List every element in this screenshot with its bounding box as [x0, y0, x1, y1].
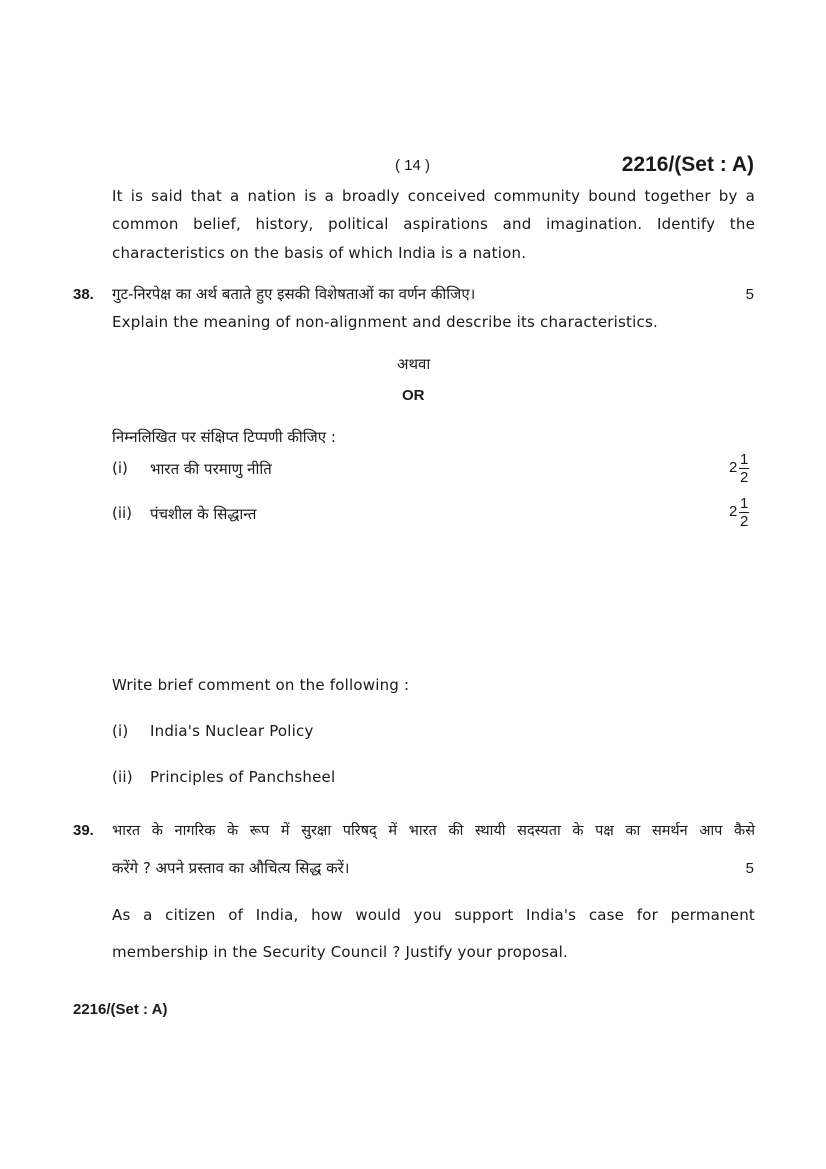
q38-hindi-text: गुट-निरपेक्ष का अर्थ बताते हुए इसकी विशेषताओं का वर्णन कीजिए। — [112, 285, 476, 303]
fraction-numerator: 1 — [740, 451, 749, 468]
question-number-38: 38. — [73, 286, 94, 303]
alt-hindi-item-marks-fraction — [739, 451, 749, 486]
q38-marks: 5 — [745, 286, 754, 303]
q37-english-line-1: It is said that a nation is a broadly conceived community bound together by a — [112, 187, 755, 205]
paper-code-footer: 2216/(Set : A) — [73, 1001, 168, 1018]
q39-english-line-2: membership in the Security Council ? Justify your proposal. — [112, 943, 569, 961]
alt-hindi-item-text: भारत की परमाणु नीति — [150, 460, 272, 478]
alt-hindi-item-marks-fraction — [739, 495, 749, 530]
fraction-denominator: 2 — [740, 513, 749, 530]
alt-english-item-text: India's Nuclear Policy — [150, 722, 314, 740]
q39-english-line-1: As a citizen of India, how would you support India's case for permanent — [112, 906, 755, 924]
fraction-numerator: 1 — [740, 495, 749, 512]
paper-code-header: 2216/(Set : A) — [621, 153, 754, 176]
q39-hindi-line-1: भारत के नागरिक के रूप में सुरक्षा परिषद् में भारत की स्थायी सदस्यता के पक्ष का समर्थन आप कैसे — [112, 823, 755, 839]
q37-english-line-3: characteristics on the basis of which India is a nation. — [112, 244, 527, 262]
alt-hindi-item-label: (ii) — [112, 504, 133, 522]
alt-hindi-item-marks-whole: 2 — [729, 503, 738, 520]
alt-english-item-text: Principles of Panchsheel — [150, 768, 336, 786]
or-english: OR — [402, 387, 425, 404]
q39-marks: 5 — [745, 860, 754, 877]
or-hindi: अथवा — [397, 355, 431, 373]
alt-hindi-item-marks-whole: 2 — [729, 459, 738, 476]
alt-hindi-item-text: पंचशील के सिद्धान्त — [150, 505, 257, 523]
question-number-39: 39. — [73, 822, 94, 839]
alt-english-intro: Write brief comment on the following : — [112, 676, 410, 694]
alt-hindi-intro: निम्नलिखित पर संक्षिप्त टिप्पणी कीजिए : — [112, 428, 336, 446]
q39-hindi-line-2: करेंगे ? अपने प्रस्ताव का औचित्य सिद्ध करें। — [112, 859, 350, 877]
alt-english-item-label: (ii) — [112, 768, 133, 786]
fraction-denominator: 2 — [740, 469, 749, 486]
q37-english-line-2: common belief, history, political aspirations and imagination. Identify the — [112, 215, 755, 233]
q38-english-text: Explain the meaning of non-alignment and describe its characteristics. — [112, 313, 658, 331]
alt-hindi-item-label: (i) — [112, 459, 128, 477]
alt-english-item-label: (i) — [112, 722, 129, 740]
page-number: ( 14 ) — [395, 157, 431, 174]
